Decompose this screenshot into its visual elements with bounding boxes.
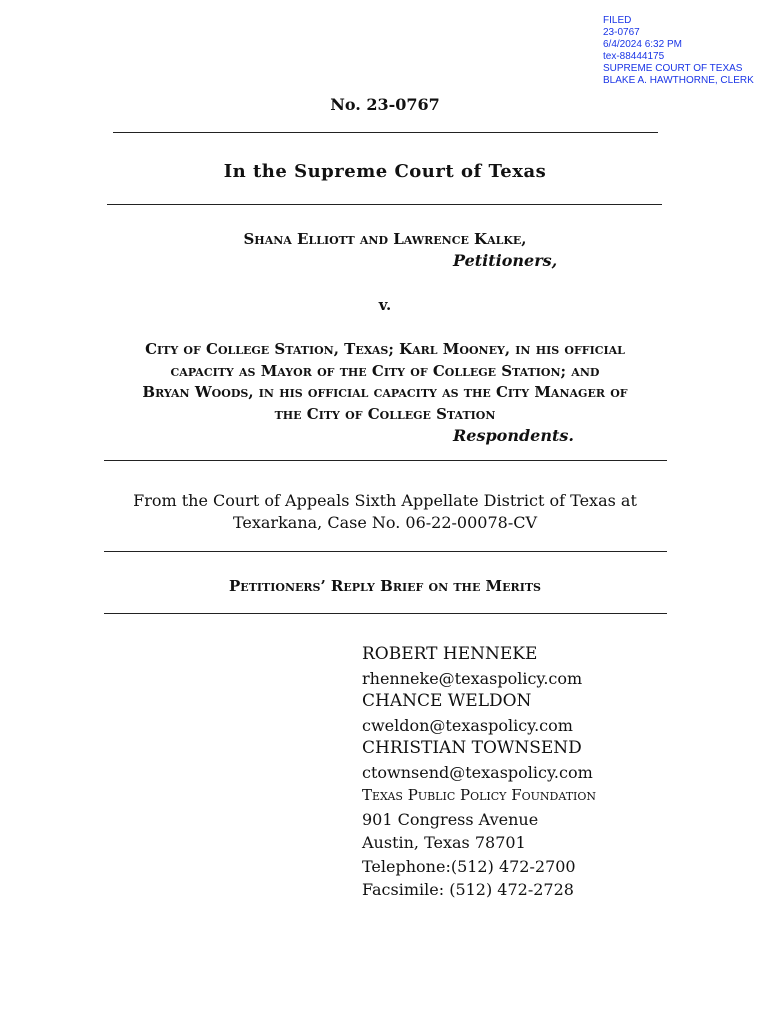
divider <box>104 460 667 461</box>
counsel-address-line: 901 Congress Avenue <box>362 809 539 829</box>
origin-line: Texarkana, Case No. 06-22-00078-CV <box>232 513 538 532</box>
court-name: In the Supreme Court of Texas <box>223 161 547 182</box>
stamp-clerk: BLAKE A. HAWTHORNE, CLERK <box>603 75 754 86</box>
versus: v. <box>378 296 392 314</box>
divider <box>113 132 658 133</box>
respondent-line: the City of College Station <box>274 404 496 423</box>
counsel-address-line: Austin, Texas 78701 <box>362 833 526 852</box>
case-number: No. 23-0767 <box>330 95 440 114</box>
counsel-name: ROBERT HENNEKE <box>362 644 538 664</box>
stamp-court: SUPREME COURT OF TEXAS <box>603 63 743 74</box>
counsel-block <box>362 643 596 902</box>
respondent-names <box>0 339 770 425</box>
filing-stamp <box>603 15 754 87</box>
petitioner-names: Shana Elliott and Lawrence Kalke, <box>243 230 527 248</box>
counsel-email: ctownsend@texaspolicy.com <box>362 762 593 782</box>
divider <box>104 613 667 614</box>
respondent-line: capacity as Mayor of the City of College Station; and <box>170 361 600 380</box>
divider <box>107 204 662 205</box>
divider <box>104 551 667 552</box>
counsel-name: CHANCE WELDON <box>362 691 532 711</box>
stamp-envelope-id: tex-88444175 <box>603 51 665 62</box>
origin-line: From the Court of Appeals Sixth Appellate District of Texas at <box>133 491 637 510</box>
respondent-line: City of College Station, Texas; Karl Mooney, in his official <box>145 340 625 358</box>
stamp-filed: FILED <box>603 15 632 26</box>
stamp-case-number: 23-0767 <box>603 27 640 38</box>
respondents-role: Respondents. <box>453 426 574 445</box>
petitioners-role: Petitioners, <box>453 251 558 270</box>
counsel-facsimile: Facsimile: (512) 472-2728 <box>362 880 574 899</box>
counsel-name: CHRISTIAN TOWNSEND <box>362 738 582 758</box>
respondent-line: Bryan Woods, in his official capacity as the City Manager of <box>142 383 628 401</box>
brief-title: Petitioners’ Reply Brief on the Merits <box>229 577 541 595</box>
lower-court-origin <box>0 490 770 534</box>
counsel-email: rhenneke@texaspolicy.com <box>362 668 583 688</box>
counsel-email: cweldon@texaspolicy.com <box>362 715 573 735</box>
counsel-organization: Texas Public Policy Foundation <box>362 786 597 804</box>
stamp-timestamp: 6/4/2024 6:32 PM <box>603 39 682 50</box>
counsel-telephone: Telephone:(512) 472-2700 <box>362 856 576 876</box>
